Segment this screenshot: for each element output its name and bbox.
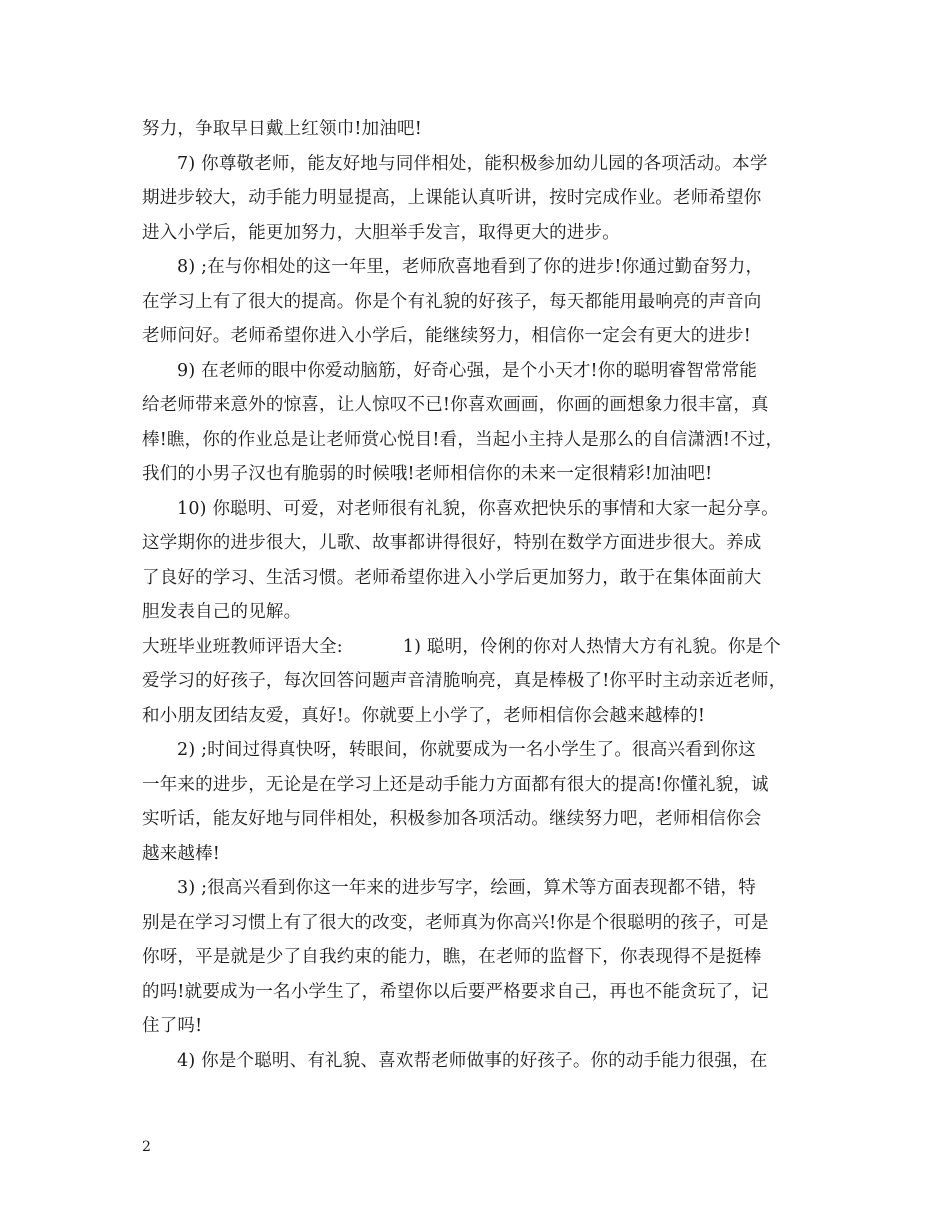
page-number: 2 xyxy=(142,1139,151,1155)
paragraph-start-line: 7) 你尊敬老师，能友好地与同伴相处，能积极参加幼儿园的各项活动。本学 xyxy=(177,153,768,174)
text-line: 和小朋友团结友爱，真好!。你就要上小学了，老师相信你会越来越棒的! xyxy=(142,705,706,726)
document-body xyxy=(142,112,822,1078)
section-heading: 大班毕业班教师评语大全: xyxy=(142,636,343,657)
paragraph-start-line: 10) 你聪明、可爱，对老师很有礼貌，你喜欢把快乐的事情和大家一起分享。 xyxy=(177,498,779,519)
paragraph-start-line: 2) ;时间过得真快呀，转眼间，你就要成为一名小学生了。很高兴看到你这 xyxy=(177,740,756,760)
text-line: 给老师带来意外的惊喜，让人惊叹不已!你喜欢画画，你画的画想象力很丰富，真 xyxy=(142,395,769,415)
paragraph-start-line: 3) ;很高兴看到你这一年来的进步写字，绘画，算术等方面表现都不错，特 xyxy=(177,878,756,898)
text-line: 努力，争取早日戴上红领巾!加油吧! xyxy=(142,119,422,139)
text-line: 别是在学习习惯上有了很大的改变，老师真为你高兴!你是个很聪明的孩子，可是 xyxy=(142,912,769,933)
text-line: 越来越棒! xyxy=(142,843,221,864)
text-line: 胆发表自己的见解。 xyxy=(142,602,302,622)
text-line: 实听话，能友好地与同伴相处，积极参加各项活动。继续努力吧，老师相信你会 xyxy=(142,809,762,829)
section-first-item: 1) 聪明，伶俐的你对人热情大方有礼貌。你是个 xyxy=(402,636,781,657)
text-line: 老师问好。老师希望你进入小学后，能继续努力，相信你一定会有更大的进步! xyxy=(142,326,752,346)
paragraph-start-line: 9) 在老师的眼中你爱动脑筋，好奇心强，是个小天才!你的聪明睿智常常能 xyxy=(177,360,758,381)
text-line: 了良好的学习、生活习惯。老师希望你进入小学后更加努力，敢于在集体面前大 xyxy=(142,567,762,588)
text-line: 进入小学后，能更加努力，大胆举手发言，取得更大的进步。 xyxy=(142,222,620,243)
text-line: 爱学习的好孩子，每次回答问题声音清脆响亮，真是棒极了!你平时主动亲近老师， xyxy=(142,671,787,691)
section-heading-line xyxy=(142,630,822,665)
text-line: 你呀，平是就是少了自我约束的能力，瞧，在老师的监督下，你表现得不是挺棒 xyxy=(142,947,762,967)
paragraph-start-line: 8) ;在与你相处的这一年里，老师欣喜地看到了你的进步!你通过勤奋努力， xyxy=(177,257,764,277)
text-line: 我们的小男子汉也有脆弱的时候哦!老师相信你的未来一定很精彩!加油吧! xyxy=(142,464,713,484)
text-line: 在学习上有了很大的提高。你是个有礼貌的好孩子，每天都能用最响亮的声音向 xyxy=(142,291,762,312)
text-line: 一年来的进步，无论是在学习上还是动手能力方面都有很大的提高!你懂礼貌，诚 xyxy=(142,774,769,795)
text-line: 的吗!就要成为一名小学生了，希望你以后要严格要求自己，再也不能贪玩了，记 xyxy=(142,981,769,1002)
text-line: 棒!瞧，你的作业总是让老师赏心悦目!看，当起小主持人是那么的自信潇洒!不过， xyxy=(142,429,784,450)
text-line: 这学期你的进步很大，儿歌、故事都讲得很好，特别在数学方面进步很大。养成 xyxy=(142,533,762,553)
paragraph-start-line: 4) 你是个聪明、有礼貌、喜欢帮老师做事的好孩子。你的动手能力很强，在 xyxy=(177,1050,768,1071)
text-line: 期进步较大，动手能力明显提高，上课能认真听讲，按时完成作业。老师希望你 xyxy=(142,188,762,208)
text-line: 住了吗! xyxy=(142,1016,203,1036)
